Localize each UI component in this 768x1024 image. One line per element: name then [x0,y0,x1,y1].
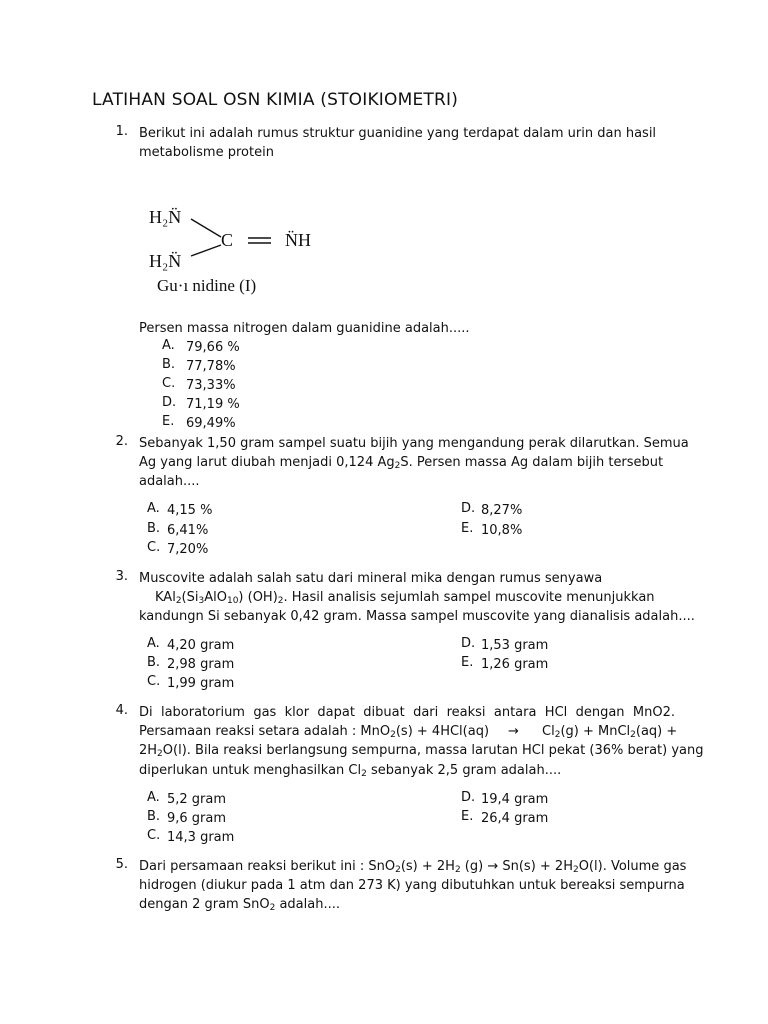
question-text: Ag yang larut diubah menjadi 0,124 $Ag_2S$. Persen massa Ag dalam bijih tersebut [139,455,664,471]
option-text: 4,20 gram [167,638,235,653]
option-letter: E. [461,655,474,670]
question-text: Berikut ini adalah rumus struktur guanidine yang terdapat dalam urin dan hasil [139,126,657,141]
option-letter: A. [147,790,160,805]
question-number: 2. [115,434,128,449]
question-text: metabolisme protein [139,145,274,160]
option-text: 26,4 gram [481,811,549,826]
amine-group-bottom: H₂N̈ [149,251,182,271]
single-bond-top [191,219,221,237]
question-text: hidrogen (diukur pada 1 atm dan 273 K) yang dibutuhkan untuk bereaksi sempurna [139,878,685,893]
question-text-equation: Persamaan reaksi setara adalah : MnO$_2$(s) + 4HCl(aq) [139,724,490,740]
option-letter: C. [162,376,176,391]
question-text: adalah.... [139,474,200,489]
single-bond-bottom [191,245,221,256]
option-text: 10,8% [481,523,523,538]
option-letter: A. [147,636,160,651]
question-number: 1. [115,124,128,139]
option-text: 77,78% [186,359,236,374]
question-text: Di laboratorium gas klor dapat dibuat dari reaksi antara HCl dengan MnO2. [139,705,675,720]
option-letter: D. [461,790,476,805]
question-text: diperlukan untuk menghasilkan $Cl_2$ sebanyak 2,5 gram adalah.... [139,763,562,779]
question-text: Dari persamaan reaksi berikut ini : $SnO_2(s) + 2H_2$ $(g) \to Sn(s) + 2H_2O(l)$. Volume gas [139,859,687,875]
structure-caption: Gu·ı nidine (I) [157,276,257,295]
option-letter: D. [461,501,476,516]
option-text: 2,98 gram [167,657,235,672]
option-text: 5,2 gram [167,792,227,807]
option-letter: C. [147,828,161,843]
question-text: Sebanyak 1,50 gram sampel suatu bijih yang mengandung perak dilarutkan. Semua [139,436,689,451]
question-text-formula: $KAl_2(Si_3AlO_{10})$ $(OH)_2$. Hasil analisis sejumlah sampel muscovite menunjukkan [155,590,655,606]
page-title: LATIHAN SOAL OSN KIMIA (STOIKIOMETRI) [92,90,459,110]
option-letter: B. [147,655,161,670]
option-text: 9,6 gram [167,811,227,826]
option-letter: D. [162,395,177,410]
option-letter: C. [147,540,161,555]
option-text: 79,66 % [186,340,240,355]
option-letter: B. [147,521,161,536]
question-text: Muscovite adalah salah satu dari mineral mika dengan rumus senyawa [139,571,603,586]
option-letter: B. [162,357,176,372]
question-number: 4. [115,703,128,718]
option-letter: A. [147,501,160,516]
imine-group: N̈H [285,230,311,250]
question-text: kandungn Si sebanyak 0,42 gram. Massa sampel muscovite yang dianalisis adalah.... [139,609,695,624]
option-text: 1,99 gram [167,676,235,691]
reaction-arrow: → [508,724,519,739]
option-text: 73,33% [186,378,236,393]
option-letter: D. [461,636,476,651]
question-number: 3. [115,569,128,584]
option-text: 6,41% [167,523,209,538]
option-text: 14,3 gram [167,830,235,845]
option-text: 69,49% [186,416,236,431]
question-prompt: Persen massa nitrogen dalam guanidine adalah..... [139,321,470,336]
option-letter: C. [147,674,161,689]
option-text: 1,26 gram [481,657,549,672]
amine-group-top: H₂N̈ [149,207,182,227]
guanidine-structure-image [145,200,315,300]
option-letter: E. [461,809,474,824]
option-text: 1,53 gram [481,638,549,653]
option-text: 4,15 % [167,503,213,518]
question-number: 5. [115,857,128,872]
option-text: 71,19 % [186,397,240,412]
option-letter: E. [461,521,474,536]
central-carbon: C [221,230,234,250]
option-text: 8,27% [481,503,523,518]
question-text: $2H_2O(l)$. Bila reaksi berlangsung sempurna, massa larutan HCl pekat (36% berat) yang [139,743,704,759]
option-letter: B. [147,809,161,824]
question-text: dengan 2 gram SnO$_2$ adalah.... [139,897,340,913]
guanidine-structure-drawing [145,200,315,300]
option-letter: A. [162,338,175,353]
question-text-equation: $Cl_2(g)$ + MnCl$_2$(aq) + [542,724,678,740]
option-letter: E. [162,414,175,429]
option-text: 19,4 gram [481,792,549,807]
option-text: 7,20% [167,542,209,557]
